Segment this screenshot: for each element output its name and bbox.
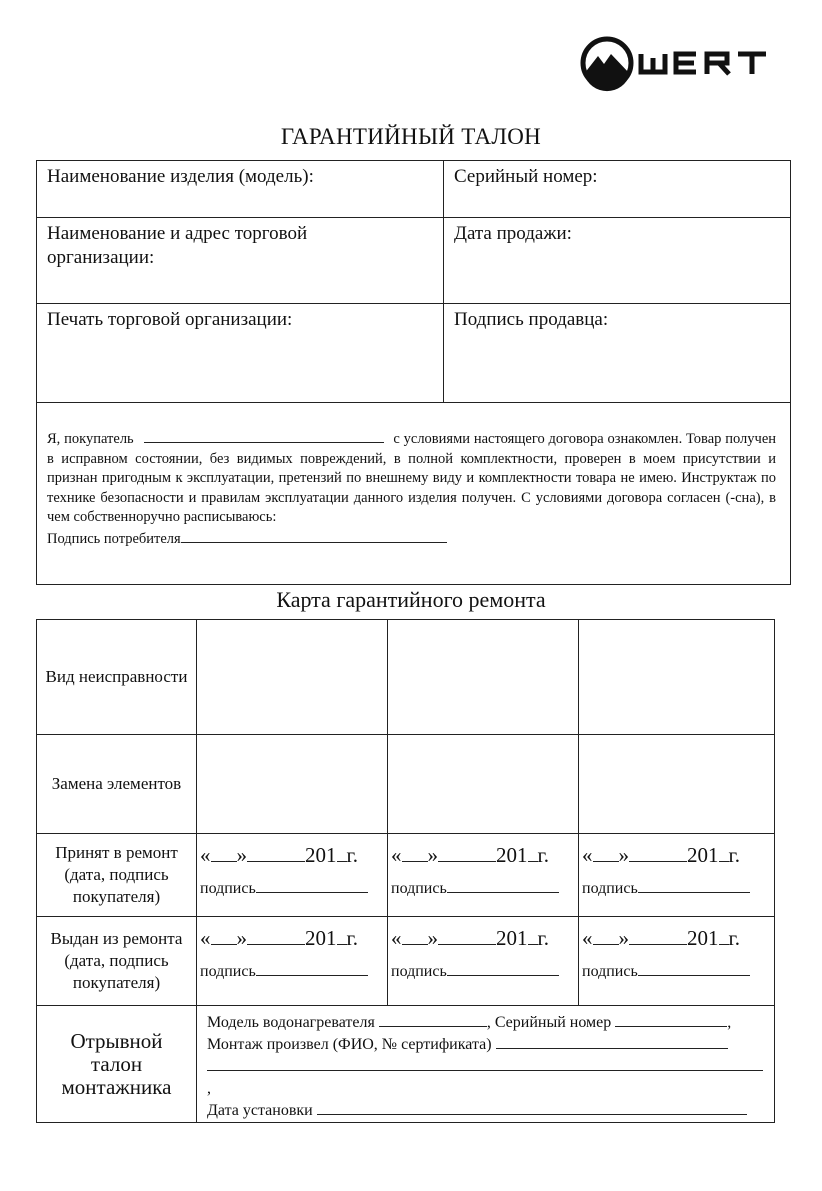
consumer-signature-blank[interactable] xyxy=(181,528,447,543)
accepted-cell-1[interactable] xyxy=(197,834,388,917)
day-blank[interactable] xyxy=(211,845,237,862)
sale-date-cell[interactable] xyxy=(444,218,791,304)
fault-type-cell-2[interactable] xyxy=(388,620,579,735)
heater-model-blank[interactable] xyxy=(379,1013,487,1027)
signature-line: подпись xyxy=(197,951,387,981)
date-line: « » 201 г. xyxy=(200,843,358,867)
month-blank[interactable] xyxy=(438,928,496,945)
month-blank[interactable] xyxy=(247,845,305,862)
fault-type-cell-1[interactable] xyxy=(197,620,388,735)
signature-blank[interactable] xyxy=(447,880,559,893)
day-blank[interactable] xyxy=(402,845,428,862)
accepted-cell-3[interactable] xyxy=(579,834,775,917)
day-blank[interactable] xyxy=(402,928,428,945)
consumer-signature-label: Подпись потребителя xyxy=(47,530,181,547)
replacement-cell-1[interactable] xyxy=(197,735,388,834)
replacement-cell-3[interactable] xyxy=(579,735,775,834)
day-blank[interactable] xyxy=(211,928,237,945)
installer-stub-label: Отрывной талон монтажника xyxy=(37,1006,197,1123)
fault-type-label: Вид неисправности xyxy=(37,620,197,735)
signature-blank[interactable] xyxy=(256,963,368,976)
installer-stub-fields: Модель водонагревателя , Серийный номер , Монтаж произвел (ФИО, № сертификата) , Дата установки xyxy=(197,1006,774,1122)
date-line: « » 201 г. xyxy=(391,843,549,867)
fault-type-cell-3[interactable] xyxy=(579,620,775,735)
installer-serial-blank[interactable] xyxy=(615,1013,727,1027)
signature-line: подпись xyxy=(197,868,387,898)
date-line: « » 201 г. xyxy=(391,926,549,950)
installer-name-blank[interactable] xyxy=(496,1035,728,1049)
declaration-prefix: Я, покупатель xyxy=(47,431,134,447)
declaration-body: с условиями настоящего договора ознакомлен. Товар получен в исправном состоянии, без видимых повреждений, в полной комплектности, проверен в моем присутствии и признан пригодным к эксплуатации, претензий по внешнему виду и комплектности товара не имею. Инструктаж по технике безопасности и правилам эксплуатации данного изделия получен. С условиями договора согласен (-сна), в чем собственноручно расписываюсь: xyxy=(47,431,777,525)
year-blank[interactable] xyxy=(719,928,729,945)
day-blank[interactable] xyxy=(593,928,619,945)
repair-card-title: Карта гарантийного ремонта xyxy=(276,587,546,612)
product-name-cell[interactable] xyxy=(37,161,444,218)
signature-line: подпись xyxy=(579,951,774,981)
replacement-cell-2[interactable] xyxy=(388,735,579,834)
seller-stamp-cell[interactable] xyxy=(37,304,444,403)
signature-blank[interactable] xyxy=(638,963,750,976)
issued-cell-3[interactable] xyxy=(579,917,775,1006)
issued-cell-2[interactable] xyxy=(388,917,579,1006)
accepted-cell-2[interactable] xyxy=(388,834,579,917)
month-blank[interactable] xyxy=(438,845,496,862)
serial-number-label: Серийный номер: xyxy=(454,166,598,187)
serial-number-cell[interactable] xyxy=(444,161,791,218)
signature-line: подпись xyxy=(388,951,578,981)
replacement-label: Замена элементов xyxy=(37,735,197,834)
month-blank[interactable] xyxy=(629,845,687,862)
date-line: « » 201 г. xyxy=(582,926,740,950)
buyer-name-blank[interactable] xyxy=(144,428,384,443)
day-blank[interactable] xyxy=(593,845,619,862)
seller-name-cell[interactable] xyxy=(37,218,444,304)
year-blank[interactable] xyxy=(337,928,347,945)
install-date-blank[interactable] xyxy=(317,1101,747,1115)
wert-logo xyxy=(578,34,792,92)
signature-blank[interactable] xyxy=(638,880,750,893)
signature-blank[interactable] xyxy=(447,963,559,976)
seller-signature-cell[interactable] xyxy=(444,304,791,403)
month-blank[interactable] xyxy=(629,928,687,945)
issued-cell-1[interactable] xyxy=(197,917,388,1006)
page-title: ГАРАНТИЙНЫЙ ТАЛОН xyxy=(280,124,542,149)
signature-line: подпись xyxy=(388,868,578,898)
year-blank[interactable] xyxy=(528,928,538,945)
date-line: « » 201 г. xyxy=(200,926,358,950)
warranty-table xyxy=(36,160,791,585)
signature-line: подпись xyxy=(579,868,774,898)
seller-name-label: Наименование и адрес торговой организации: xyxy=(47,223,308,268)
logo-text-shape xyxy=(641,54,766,74)
product-name-label: Наименование изделия (модель): xyxy=(47,166,314,187)
declaration-text xyxy=(37,403,790,557)
month-blank[interactable] xyxy=(247,928,305,945)
issued-label: Выдан из ремонта (дата, подпись покупателя) xyxy=(37,917,197,1006)
year-blank[interactable] xyxy=(719,845,729,862)
year-blank[interactable] xyxy=(528,845,538,862)
seller-signature-label: Подпись продавца: xyxy=(454,309,609,330)
accepted-label: Принят в ремонт (дата, подпись покупателя) xyxy=(37,834,197,917)
signature-blank[interactable] xyxy=(256,880,368,893)
repair-card-table xyxy=(36,619,775,1123)
sale-date-label: Дата продажи: xyxy=(454,223,572,244)
date-line: « » 201 г. xyxy=(582,843,740,867)
year-blank[interactable] xyxy=(337,845,347,862)
seller-stamp-label: Печать торговой организации: xyxy=(47,309,293,330)
installer-extra-blank[interactable] xyxy=(207,1057,763,1071)
declaration-cell xyxy=(37,403,791,585)
installer-stub-cell xyxy=(197,1006,775,1123)
